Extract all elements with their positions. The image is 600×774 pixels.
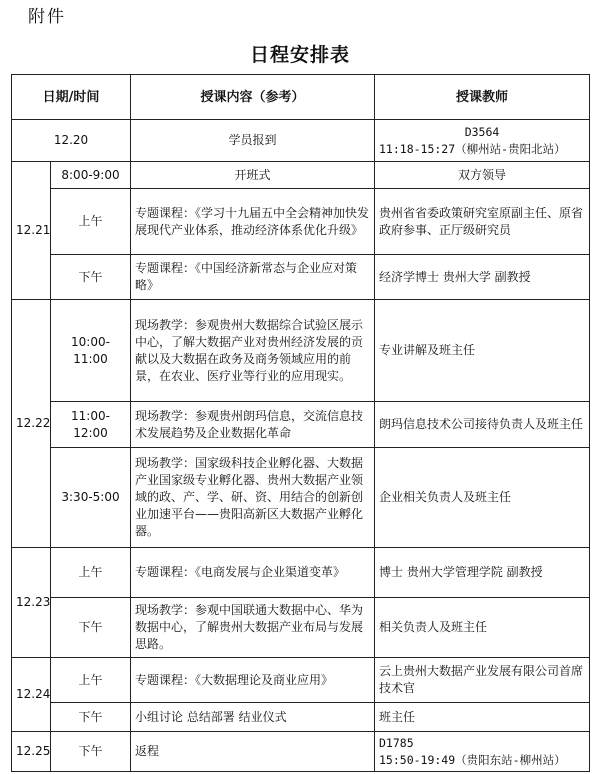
table-row bbox=[12, 120, 590, 162]
teacher-cell: 双方领导 bbox=[375, 162, 590, 189]
content-cell: 小组讨论 总结部署 结业仪式 bbox=[131, 703, 375, 732]
attachment-label: 附件 bbox=[28, 7, 66, 27]
content-cell: 现场教学：参观贵州朗玛信息，交流信息技术发展趋势及企业数据化革命 bbox=[131, 402, 375, 448]
date-cell: 12.23 bbox=[12, 548, 51, 658]
date-cell: 12.25 bbox=[12, 732, 51, 772]
date-cell: 12.24 bbox=[12, 658, 51, 732]
schedule-table bbox=[11, 74, 590, 772]
train-number: D1785 bbox=[379, 735, 414, 750]
content-cell: 专题课程：《电商发展与企业渠道变革》 bbox=[131, 548, 375, 598]
time-cell: 下午 bbox=[51, 732, 131, 772]
time-cell: 3:30-5:00 bbox=[51, 448, 131, 548]
teacher-cell: 贵州省省委政策研究室原副主任、原省政府参事、正厅级研究员 bbox=[375, 189, 590, 255]
teacher-cell: 经济学博士 贵州大学 副教授 bbox=[375, 255, 590, 300]
time-cell: 11:00-12:00 bbox=[51, 402, 131, 448]
header-content: 授课内容（参考） bbox=[131, 75, 375, 120]
table-row bbox=[12, 703, 590, 732]
content-cell: 现场教学：国家级科技企业孵化器、大数据产业国家级专业孵化器、贵州大数据产业领域的政、产、学、研、资、用结合的创新创业加速平台——贵阳高新区大数据产业孵化器。 bbox=[131, 448, 375, 548]
table-row bbox=[12, 162, 590, 189]
table-row bbox=[12, 658, 590, 703]
time-cell: 上午 bbox=[51, 548, 131, 598]
table-row bbox=[12, 598, 590, 658]
train-time: 11:18-15:27（柳州站-贵阳北站） bbox=[379, 141, 566, 156]
content-cell: 学员报到 bbox=[131, 120, 375, 162]
teacher-cell: 相关负责人及班主任 bbox=[375, 598, 590, 658]
train-time: 15:50-19:49（贵阳东站-柳州站） bbox=[379, 752, 566, 767]
table-row bbox=[12, 189, 590, 255]
time-cell: 上午 bbox=[51, 189, 131, 255]
content-cell: 现场教学：参观贵州大数据综合试验区展示中心，了解大数据产业对贵州经济发展的贡献以及大数据在政务及商务领域应用的前景，在农业、医疗业等行业的应用现实。 bbox=[131, 300, 375, 402]
teacher-cell: 班主任 bbox=[375, 703, 590, 732]
table-row bbox=[12, 300, 590, 402]
page-title: 日程安排表 bbox=[249, 44, 350, 66]
teacher-cell bbox=[375, 120, 590, 162]
table-row bbox=[12, 732, 590, 772]
table-row bbox=[12, 255, 590, 300]
content-cell: 现场教学：参观中国联通大数据中心、华为数据中心，了解贵州大数据产业布局与发展思路。 bbox=[131, 598, 375, 658]
teacher-cell bbox=[375, 732, 590, 772]
teacher-cell: 朗玛信息技术公司接待负责人及班主任 bbox=[375, 402, 590, 448]
header-row bbox=[12, 75, 590, 120]
teacher-cell: 云上贵州大数据产业发展有限公司首席技术官 bbox=[375, 658, 590, 703]
table-row bbox=[12, 548, 590, 598]
time-cell: 上午 bbox=[51, 658, 131, 703]
header-teacher: 授课教师 bbox=[375, 75, 590, 120]
table-row bbox=[12, 448, 590, 548]
date-cell: 12.21 bbox=[12, 162, 51, 300]
time-cell: 下午 bbox=[51, 703, 131, 732]
content-cell: 开班式 bbox=[131, 162, 375, 189]
table-row bbox=[12, 402, 590, 448]
time-cell: 下午 bbox=[51, 598, 131, 658]
header-date-time: 日期/时间 bbox=[12, 75, 131, 120]
content-cell: 专题课程：《中国经济新常态与企业应对策略》 bbox=[131, 255, 375, 300]
date-cell: 12.20 bbox=[12, 120, 131, 162]
teacher-cell: 博士 贵州大学管理学院 副教授 bbox=[375, 548, 590, 598]
content-cell: 专题课程：《学习十九届五中全会精神加快发展现代产业体系，推动经济体系优化升级》 bbox=[131, 189, 375, 255]
teacher-cell: 企业相关负责人及班主任 bbox=[375, 448, 590, 548]
time-cell: 8:00-9:00 bbox=[51, 162, 131, 189]
time-cell: 10:00-11:00 bbox=[51, 300, 131, 402]
train-number: D3564 bbox=[464, 124, 500, 139]
date-cell: 12.22 bbox=[12, 300, 51, 548]
teacher-cell: 专业讲解及班主任 bbox=[375, 300, 590, 402]
content-cell: 返程 bbox=[131, 732, 375, 772]
time-cell: 下午 bbox=[51, 255, 131, 300]
content-cell: 专题课程：《大数据理论及商业应用》 bbox=[131, 658, 375, 703]
